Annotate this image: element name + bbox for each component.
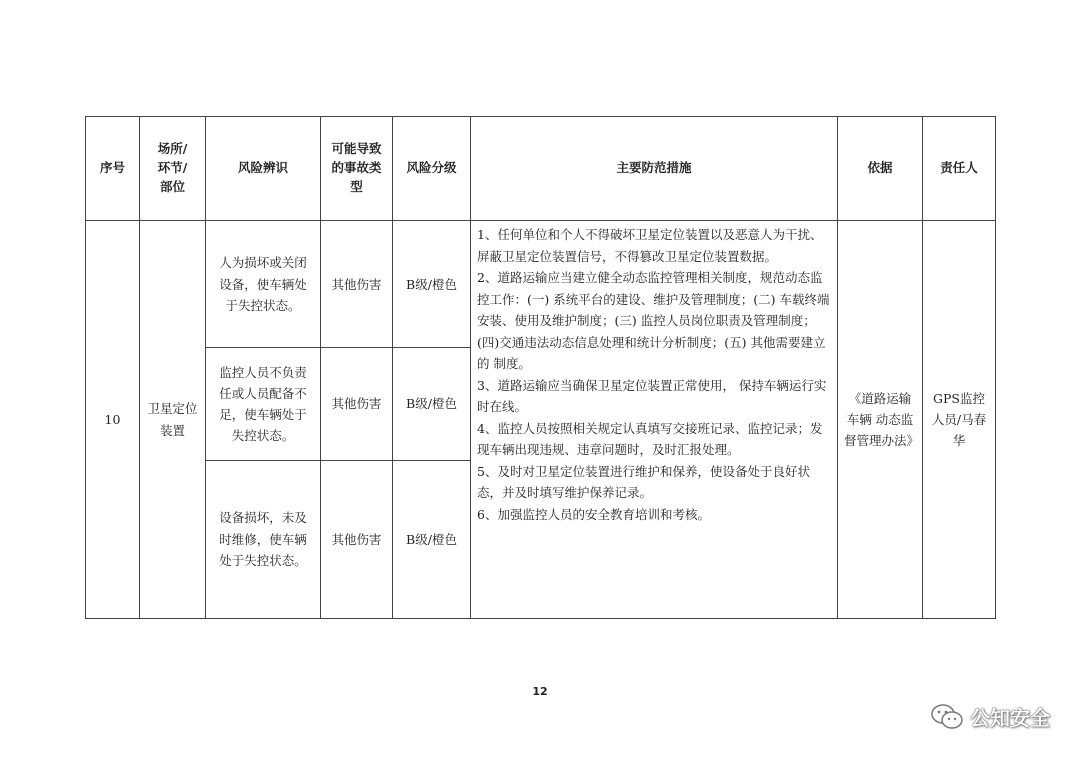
measure-2: 2、道路运输应当建立健全动态监控管理相关制度，规范动态监控工作：(一) 系统平台的建设、维护及管理制度；(二) 车载终端安装、使用及维护制度；(三) 监控人员岗位职责及管理制度；(四)交通违法动态信息处理和统计分析制度；(五) 其他需要建立的 制度。 <box>477 270 830 372</box>
measure-5: 5、及时对卫星定位装置进行维护和保养，使设备处于良好状态，并及时填写维护保养记录。 <box>477 463 810 501</box>
wechat-icon <box>930 703 964 731</box>
row-location: 卫星定位装置 <box>140 221 206 619</box>
measures-cell <box>471 221 838 619</box>
header-responsible: 责任人 <box>923 117 996 221</box>
watermark-text: 公知安全 <box>970 706 1050 730</box>
risk-level-1: B级/橙色 <box>393 221 471 348</box>
header-risk-identification: 风险辨识 <box>206 117 321 221</box>
risk-identification-1: 人为损坏或关闭设备，使车辆处于失控状态。 <box>206 221 321 348</box>
measure-6: 6、加强监控人员的安全教育培训和考核。 <box>477 506 710 522</box>
table-row <box>86 221 996 348</box>
accident-type-1: 其他伤害 <box>321 221 393 348</box>
header-accident-type: 可能导致的事故类型 <box>321 117 393 221</box>
risk-level-2: B级/橙色 <box>393 348 471 460</box>
accident-type-3: 其他伤害 <box>321 460 393 618</box>
measure-1: 1、任何单位和个人不得破坏卫星定位装置以及恶意人为干扰、屏蔽卫星定位装置信号，不得篡改卫星定位装置数据。 <box>477 227 823 264</box>
header-risk-level: 风险分级 <box>393 117 471 221</box>
header-basis: 依据 <box>838 117 923 221</box>
watermark <box>930 702 1050 731</box>
measure-3: 3、道路运输应当确保卫星定位装置正常使用， 保持车辆运行实时在线。 <box>477 377 827 415</box>
header-location: 场所/环节/部位 <box>140 117 206 221</box>
measure-4: 4、监控人员按照相关规定认真填写交接班记录、监控记录；发现车辆出现违规、违章问题时，及时汇报处理。 <box>477 420 823 458</box>
accident-type-2: 其他伤害 <box>321 348 393 460</box>
risk-identification-2: 监控人员不负责任或人员配备不足，使车辆处于失控状态。 <box>206 348 321 460</box>
header-row <box>86 117 996 221</box>
basis-cell: 《道路运输车辆 动态监督管理办法》 <box>838 221 923 619</box>
row-number: 10 <box>86 221 140 619</box>
responsible-cell: GPS监控人员/马春华 <box>923 221 996 619</box>
header-measures: 主要防范措施 <box>471 117 838 221</box>
risk-level-3: B级/橙色 <box>393 460 471 618</box>
risk-table <box>85 116 996 619</box>
header-number: 序号 <box>86 117 140 221</box>
risk-identification-3: 设备损坏，未及时维修，使车辆处于失控状态。 <box>206 460 321 618</box>
page-number: 12 <box>532 685 548 698</box>
